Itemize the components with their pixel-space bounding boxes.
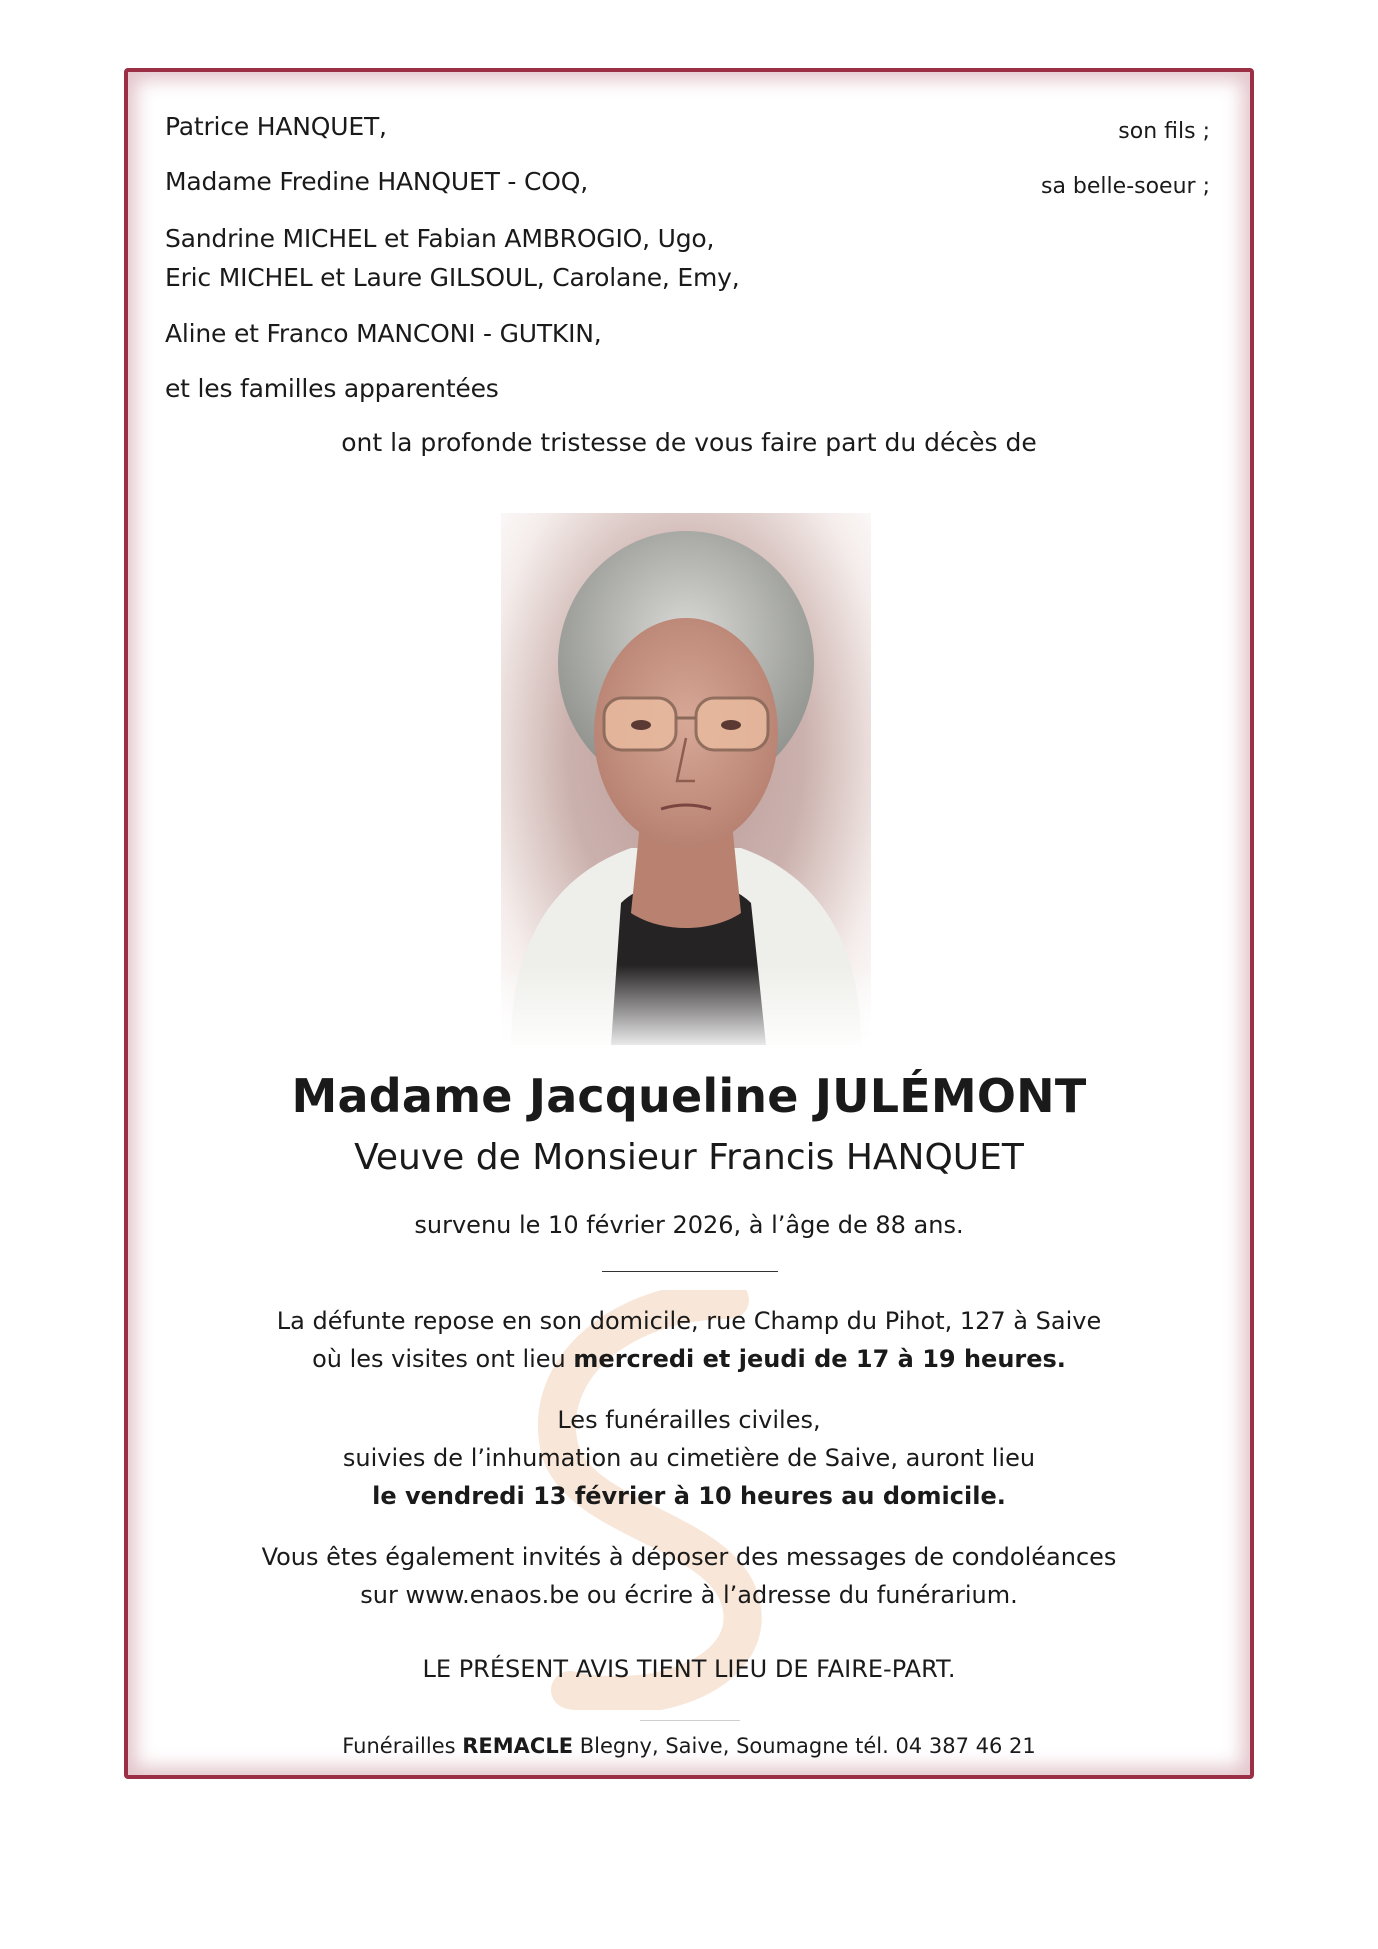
family-member-3: Sandrine MICHEL et Fabian AMBROGIO, Ugo, <box>165 224 715 253</box>
widow-of: Veuve de Monsieur Francis HANQUET <box>354 1137 1024 1178</box>
rest-location: La défunte repose en son domicile, rue Champ du Pihot, 127 à Saive <box>276 1307 1102 1335</box>
family-member-2: Madame Fredine HANQUET - COQ, <box>165 167 588 196</box>
family-member-1: Patrice HANQUET, <box>165 112 387 141</box>
footer-prefix: Funérailles <box>342 1734 463 1758</box>
family-role-1: son fils ; <box>1118 119 1210 144</box>
footer-divider <box>640 1720 740 1721</box>
funeral-date: le vendredi 13 février à 10 heures au domicile. <box>372 1482 1006 1510</box>
funeral-line-1: Les funérailles civiles, <box>557 1406 821 1434</box>
family-member-6: et les familles apparentées <box>165 374 499 403</box>
condolences-line-1: Vous êtes également invités à déposer des messages de condoléances <box>261 1543 1117 1571</box>
notice-statement: LE PRÉSENT AVIS TIENT LIEU DE FAIRE-PART. <box>422 1655 956 1683</box>
family-member-4: Eric MICHEL et Laure GILSOUL, Carolane, Emy, <box>165 263 740 292</box>
family-member-5: Aline et Franco MANCONI - GUTKIN, <box>165 319 602 348</box>
death-details: survenu le 10 février 2026, à l’âge de 88 ans. <box>414 1211 964 1239</box>
funeral-home-footer <box>124 1729 1254 1763</box>
funeral-home-name: REMACLE <box>462 1734 574 1758</box>
funeral-line-2: suivies de l’inhumation au cimetière de Saive, auront lieu <box>342 1444 1036 1472</box>
family-role-2: sa belle-soeur ; <box>1041 174 1210 199</box>
footer-contact: Blegny, Saive, Soumagne tél. 04 387 46 21 <box>573 1734 1036 1758</box>
visiting-hours-prefix: où les visites ont lieu <box>312 1345 574 1373</box>
visiting-hours <box>124 1340 1254 1378</box>
announcement-intro: ont la profonde tristesse de vous faire part du décès de <box>341 428 1037 457</box>
condolences-line-2: sur www.enaos.be ou écrire à l’adresse du funérarium. <box>360 1581 1018 1609</box>
deceased-name: Madame Jacqueline JULÉMONT <box>291 1069 1087 1123</box>
visiting-hours-times: mercredi et jeudi de 17 à 19 heures. <box>573 1345 1066 1373</box>
section-divider <box>602 1271 778 1272</box>
portrait-photo <box>501 513 871 1045</box>
